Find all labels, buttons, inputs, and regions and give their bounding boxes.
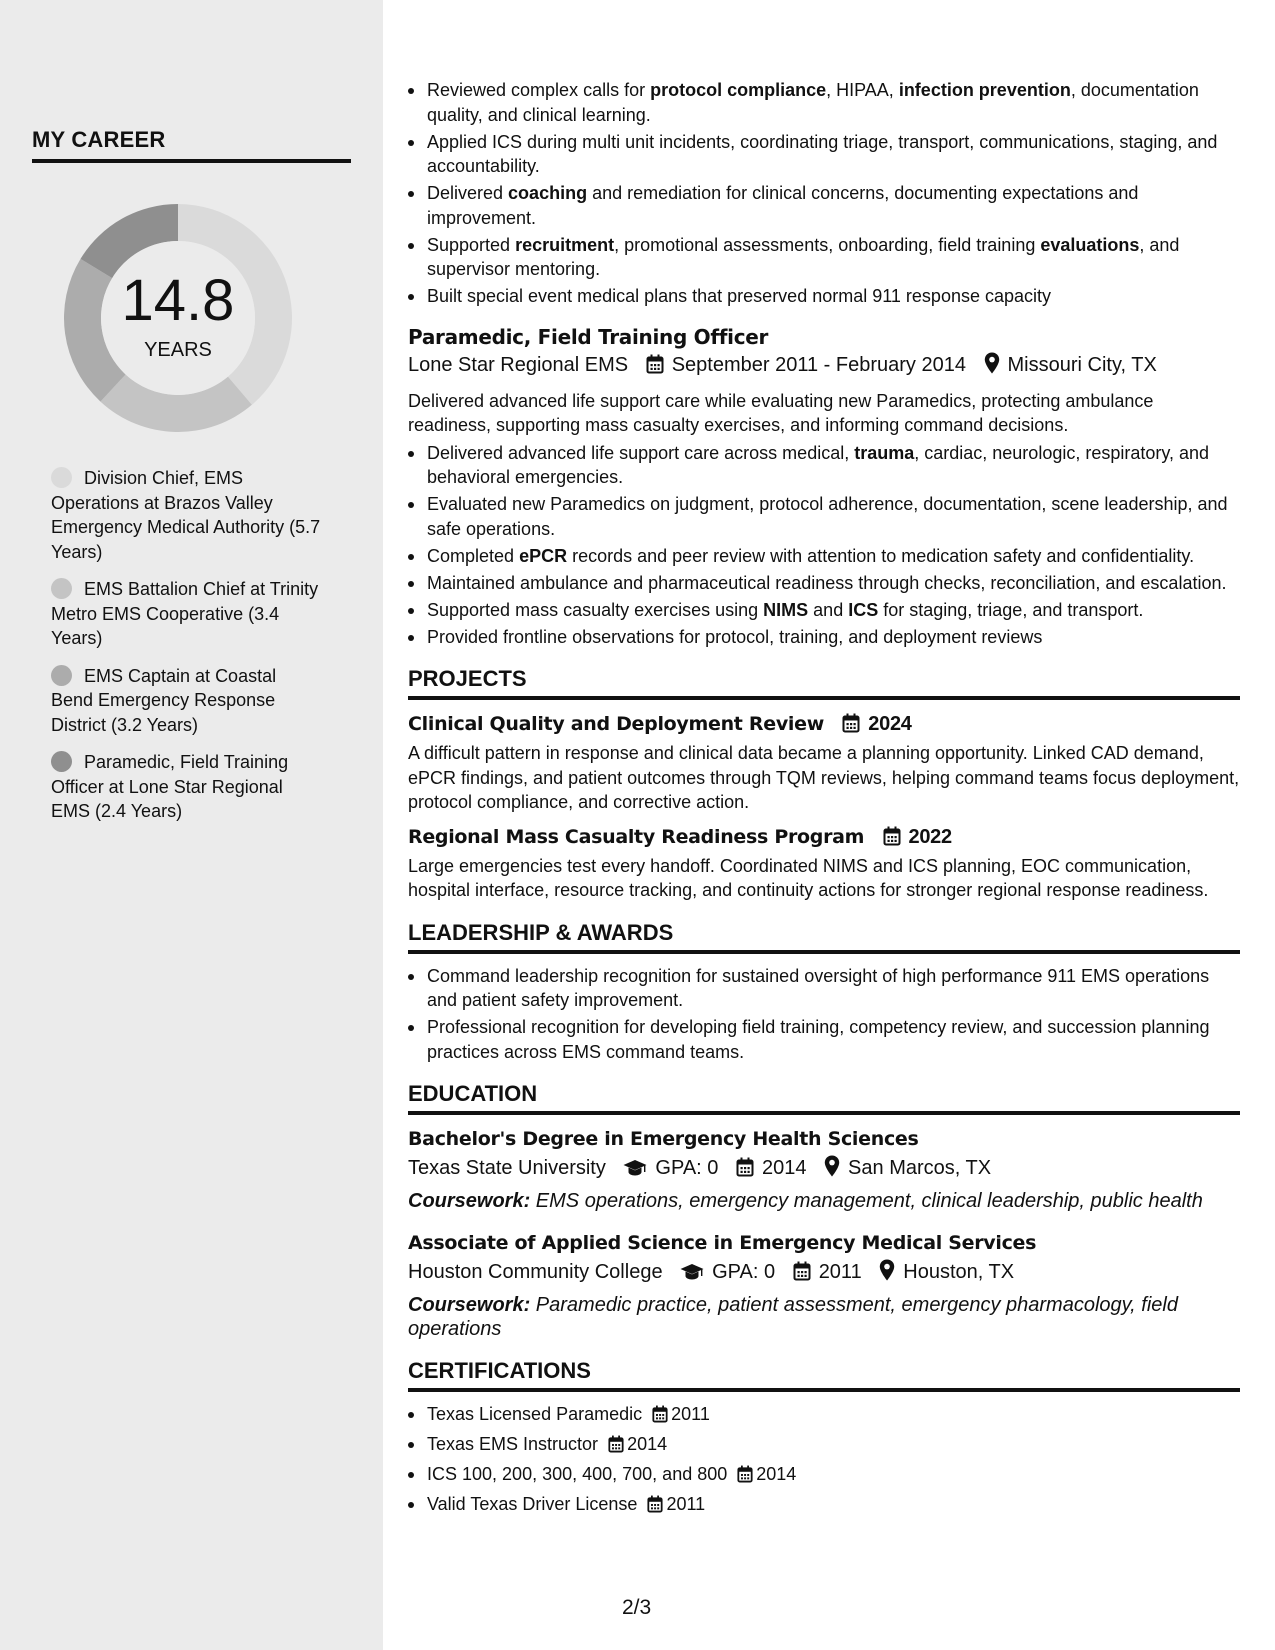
list-item: Maintained ambulance and pharmaceutical readiness through checks, reconciliation, and escalation. bbox=[408, 571, 1240, 596]
job-title: Paramedic, Field Training Officer bbox=[408, 324, 769, 349]
job-company: Lone Star Regional EMS bbox=[408, 353, 629, 376]
project-year: 2022 bbox=[908, 825, 952, 848]
calendar-icon bbox=[842, 713, 860, 741]
calendar-icon bbox=[608, 1435, 624, 1460]
project-item bbox=[408, 710, 1240, 815]
education-item bbox=[408, 1229, 1240, 1341]
project-title: Regional Mass Casualty Readiness Program bbox=[408, 825, 865, 848]
legend-item bbox=[51, 466, 321, 564]
list-item: Reviewed complex calls for protocol compliance, HIPAA, infection prevention, documentation quality, and clinical learning. bbox=[408, 78, 1240, 127]
list-item: Delivered coaching and remediation for clinical concerns, documenting expectations and improvement. bbox=[408, 181, 1240, 230]
job-meta bbox=[408, 351, 1240, 382]
education-item bbox=[408, 1125, 1240, 1213]
cert-year: 2014 bbox=[627, 1434, 668, 1454]
list-item: Built special event medical plans that preserved normal 911 response capacity bbox=[408, 284, 1240, 309]
degree-title: Bachelor's Degree in Emergency Health Sciences bbox=[408, 1128, 919, 1150]
school-location: Houston, TX bbox=[903, 1261, 1015, 1283]
map-marker-icon bbox=[824, 1155, 840, 1186]
list-item: Supported mass casualty exercises using NIMS and ICS for staging, triage, and transport. bbox=[408, 598, 1240, 623]
page-number: 2/3 bbox=[622, 1596, 652, 1619]
job-bullets bbox=[408, 441, 1240, 650]
graduation-year: 2011 bbox=[818, 1261, 862, 1283]
project-title: Clinical Quality and Deployment Review bbox=[408, 713, 824, 735]
graduation-cap-icon bbox=[680, 1260, 704, 1290]
previous-job-bullets bbox=[408, 78, 1240, 309]
project-year: 2024 bbox=[868, 713, 912, 735]
main-content bbox=[408, 78, 1240, 1522]
list-item: Supported recruitment, promotional assessments, onboarding, field training evaluations, and supervisor mentoring. bbox=[408, 233, 1240, 282]
education-heading: EDUCATION bbox=[408, 1080, 1240, 1115]
graduation-cap-icon bbox=[623, 1156, 647, 1186]
legend-text: EMS Captain at Coastal Bend Emergency Response District (3.2 Years) bbox=[51, 665, 277, 735]
list-item: Completed ePCR records and peer review with attention to medication safety and confidentiality. bbox=[408, 544, 1240, 569]
sidebar bbox=[0, 0, 383, 1650]
school-name: Texas State University bbox=[408, 1157, 606, 1179]
project-item bbox=[408, 823, 1240, 903]
projects-heading: PROJECTS bbox=[408, 665, 1240, 700]
leadership-heading: LEADERSHIP & AWARDS bbox=[408, 919, 1240, 954]
cert-name: ICS 100, 200, 300, 400, 700, and 800 bbox=[427, 1464, 728, 1484]
list-item bbox=[408, 1492, 1240, 1520]
certifications-heading: CERTIFICATIONS bbox=[408, 1357, 1240, 1392]
legend-dot-icon bbox=[51, 467, 72, 488]
cert-year: 2011 bbox=[666, 1494, 706, 1514]
map-marker-icon bbox=[984, 352, 1000, 382]
job-dates: September 2011 - February 2014 bbox=[671, 353, 966, 376]
leadership-list bbox=[408, 964, 1240, 1065]
cert-name: Texas EMS Instructor bbox=[427, 1434, 599, 1454]
list-item bbox=[408, 1462, 1240, 1490]
list-item: Applied ICS during multi unit incidents, coordinating triage, transport, communications, staging, and accountability. bbox=[408, 130, 1240, 179]
calendar-icon bbox=[646, 354, 664, 382]
calendar-icon bbox=[736, 1156, 754, 1186]
cert-year: 2011 bbox=[671, 1404, 710, 1424]
calendar-icon bbox=[883, 826, 901, 854]
school-name: Houston Community College bbox=[408, 1261, 663, 1283]
graduation-year: 2014 bbox=[761, 1157, 807, 1179]
total-years-unit: YEARS bbox=[144, 339, 212, 361]
list-item bbox=[408, 1432, 1240, 1460]
cert-name: Texas Licensed Paramedic bbox=[427, 1404, 643, 1424]
list-item: Command leadership recognition for sustained oversight of high performance 911 EMS operations and patient safety improvement. bbox=[408, 964, 1240, 1013]
school-location: San Marcos, TX bbox=[848, 1157, 992, 1179]
gpa: GPA: 0 bbox=[655, 1157, 719, 1179]
job-location: Missouri City, TX bbox=[1007, 353, 1157, 376]
legend-dot-icon bbox=[51, 751, 72, 772]
total-years-value: 14.8 bbox=[121, 268, 235, 333]
legend-item bbox=[51, 577, 321, 651]
job-summary: Delivered advanced life support care while evaluating new Paramedics, protecting ambulance readiness, supporting mass casualty exercises, and informing command decisions. bbox=[408, 390, 1154, 435]
project-description: A difficult pattern in response and clinical data became a planning opportunity. Linked CAD demand, ePCR findings, and patient outcomes through TQM reviews, helping command teams focus deployment, protocol compliance, and corrective action. bbox=[408, 743, 1240, 812]
map-marker-icon bbox=[879, 1259, 895, 1290]
gpa: GPA: 0 bbox=[712, 1261, 776, 1283]
calendar-icon bbox=[793, 1260, 811, 1290]
calendar-icon bbox=[652, 1405, 668, 1430]
project-description: Large emergencies test every handoff. Coordinated NIMS and ICS planning, EOC communication, hospital interface, resource tracking, and continuity actions for stronger regional response readiness. bbox=[408, 855, 1209, 900]
calendar-icon bbox=[737, 1465, 753, 1490]
list-item: Provided frontline observations for protocol, training, and deployment reviews bbox=[408, 625, 1240, 650]
list-item: Professional recognition for developing field training, competency review, and succession planning practices across EMS command teams. bbox=[408, 1015, 1240, 1064]
legend-text: Division Chief, EMS Operations at Brazos Valley Emergency Medical Authority (5.7 Years) bbox=[51, 468, 321, 562]
legend-item bbox=[51, 750, 321, 824]
list-item: Evaluated new Paramedics on judgment, protocol adherence, documentation, scene leadership, and safe operations. bbox=[408, 492, 1240, 541]
legend-dot-icon bbox=[51, 665, 72, 686]
coursework: Coursework: EMS operations, emergency management, clinical leadership, public health bbox=[408, 1190, 1203, 1212]
career-legend bbox=[51, 466, 321, 837]
legend-text: Paramedic, Field Training Officer at Lone Star Regional EMS (2.4 Years) bbox=[51, 752, 289, 821]
career-heading: MY CAREER bbox=[32, 127, 351, 163]
cert-year: 2014 bbox=[756, 1464, 797, 1484]
legend-text: EMS Battalion Chief at Trinity Metro EMS Cooperative (3.4 Years) bbox=[51, 579, 319, 648]
cert-name: Valid Texas Driver License bbox=[427, 1494, 638, 1514]
certifications-list bbox=[408, 1402, 1240, 1520]
legend-dot-icon bbox=[51, 578, 72, 599]
coursework: Coursework: Paramedic practice, patient assessment, emergency pharmacology, field operations bbox=[408, 1294, 1178, 1340]
list-item bbox=[408, 1402, 1240, 1430]
degree-title: Associate of Applied Science in Emergency Medical Services bbox=[408, 1232, 1037, 1254]
calendar-icon bbox=[647, 1495, 663, 1520]
legend-item bbox=[51, 664, 321, 738]
list-item: Delivered advanced life support care across medical, trauma, cardiac, neurologic, respiratory, and behavioral emergencies. bbox=[408, 441, 1240, 490]
